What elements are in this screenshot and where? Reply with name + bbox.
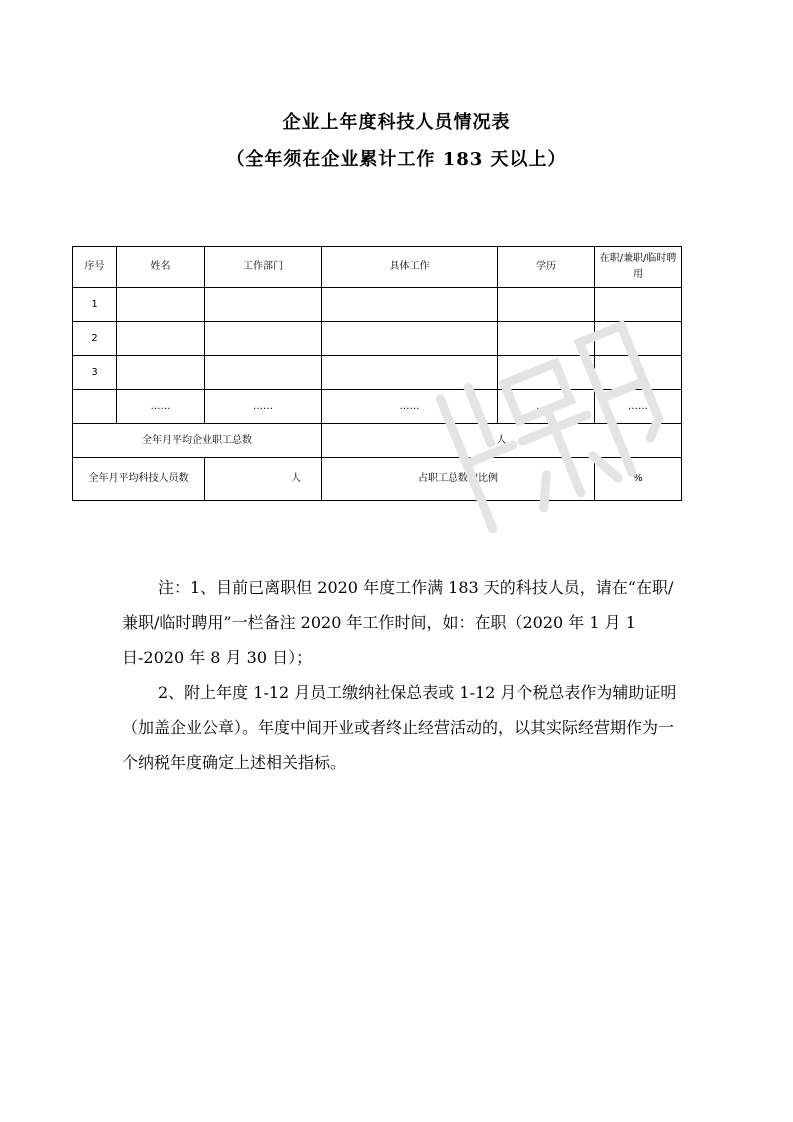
table-cell: 1 — [73, 288, 117, 322]
note-item-2: 2、附上年度 1-12 月员工缴纳社保总表或 1-12 月个税总表作为辅助证明（加盖企业公章）。年度中间开业或者终止经营活动的，以其实际经营期作为一个纳税年度确定上述相关指标。 — [122, 683, 677, 772]
table-cell — [498, 288, 595, 322]
note-item-1: 注：1、目前已离职但 2020 年度工作满 183 天的科技人员，请在“在职/兼职/临时聘用”一栏备注 2020 年工作时间，如：在职（2020 年 1 月 1 日-2020 年 8 月 30 日）； — [122, 578, 674, 667]
header-cell-education: 学历 — [498, 247, 595, 288]
header-cell-job: 具体工作 — [322, 247, 498, 288]
table-row — [73, 288, 682, 322]
table-cell: …… — [322, 390, 498, 424]
ratio-label: 占职工总数的比例 — [322, 458, 595, 501]
total-staff-label: 全年月平均企业职工总数 — [73, 424, 322, 458]
table-cell — [322, 356, 498, 390]
table-cell — [117, 288, 205, 322]
table-cell — [117, 322, 205, 356]
table-cell: 2 — [73, 322, 117, 356]
table-cell — [322, 322, 498, 356]
ratio-value: % — [595, 458, 682, 501]
table-row — [73, 390, 682, 424]
table-cell — [322, 288, 498, 322]
table-cell — [117, 356, 205, 390]
table-cell: …… — [498, 390, 595, 424]
table-row — [73, 356, 682, 390]
header-cell-index: 序号 — [73, 247, 117, 288]
header-cell-name: 姓名 — [117, 247, 205, 288]
summary-row-tech-staff — [73, 458, 682, 501]
table-row — [73, 322, 682, 356]
tech-staff-label: 全年月平均科技人员数 — [73, 458, 205, 501]
table-cell: 3 — [73, 356, 117, 390]
table-cell — [205, 356, 322, 390]
total-staff-value: 人 — [322, 424, 682, 458]
table-cell — [498, 322, 595, 356]
table-cell — [595, 288, 682, 322]
document-title: 企业上年度科技人员情况表 — [282, 112, 511, 133]
table-cell — [498, 356, 595, 390]
table-cell — [595, 356, 682, 390]
table-cell: …… — [117, 390, 205, 424]
header-cell-employment-type: 在职/兼职/临时聘用 — [595, 247, 682, 288]
table-header-row — [73, 247, 682, 288]
table-cell: …… — [595, 390, 682, 424]
table-cell — [205, 288, 322, 322]
document-subtitle: （全年须在企业累计工作 183 天以上） — [226, 149, 567, 170]
staff-table — [72, 246, 682, 501]
table-cell: …… — [205, 390, 322, 424]
table-cell — [595, 322, 682, 356]
notes-section — [122, 570, 682, 780]
table-cell — [205, 322, 322, 356]
header-cell-department: 工作部门 — [205, 247, 322, 288]
tech-staff-value: 人 — [205, 458, 322, 501]
summary-row-total-staff — [73, 424, 682, 458]
table-cell — [73, 390, 117, 424]
